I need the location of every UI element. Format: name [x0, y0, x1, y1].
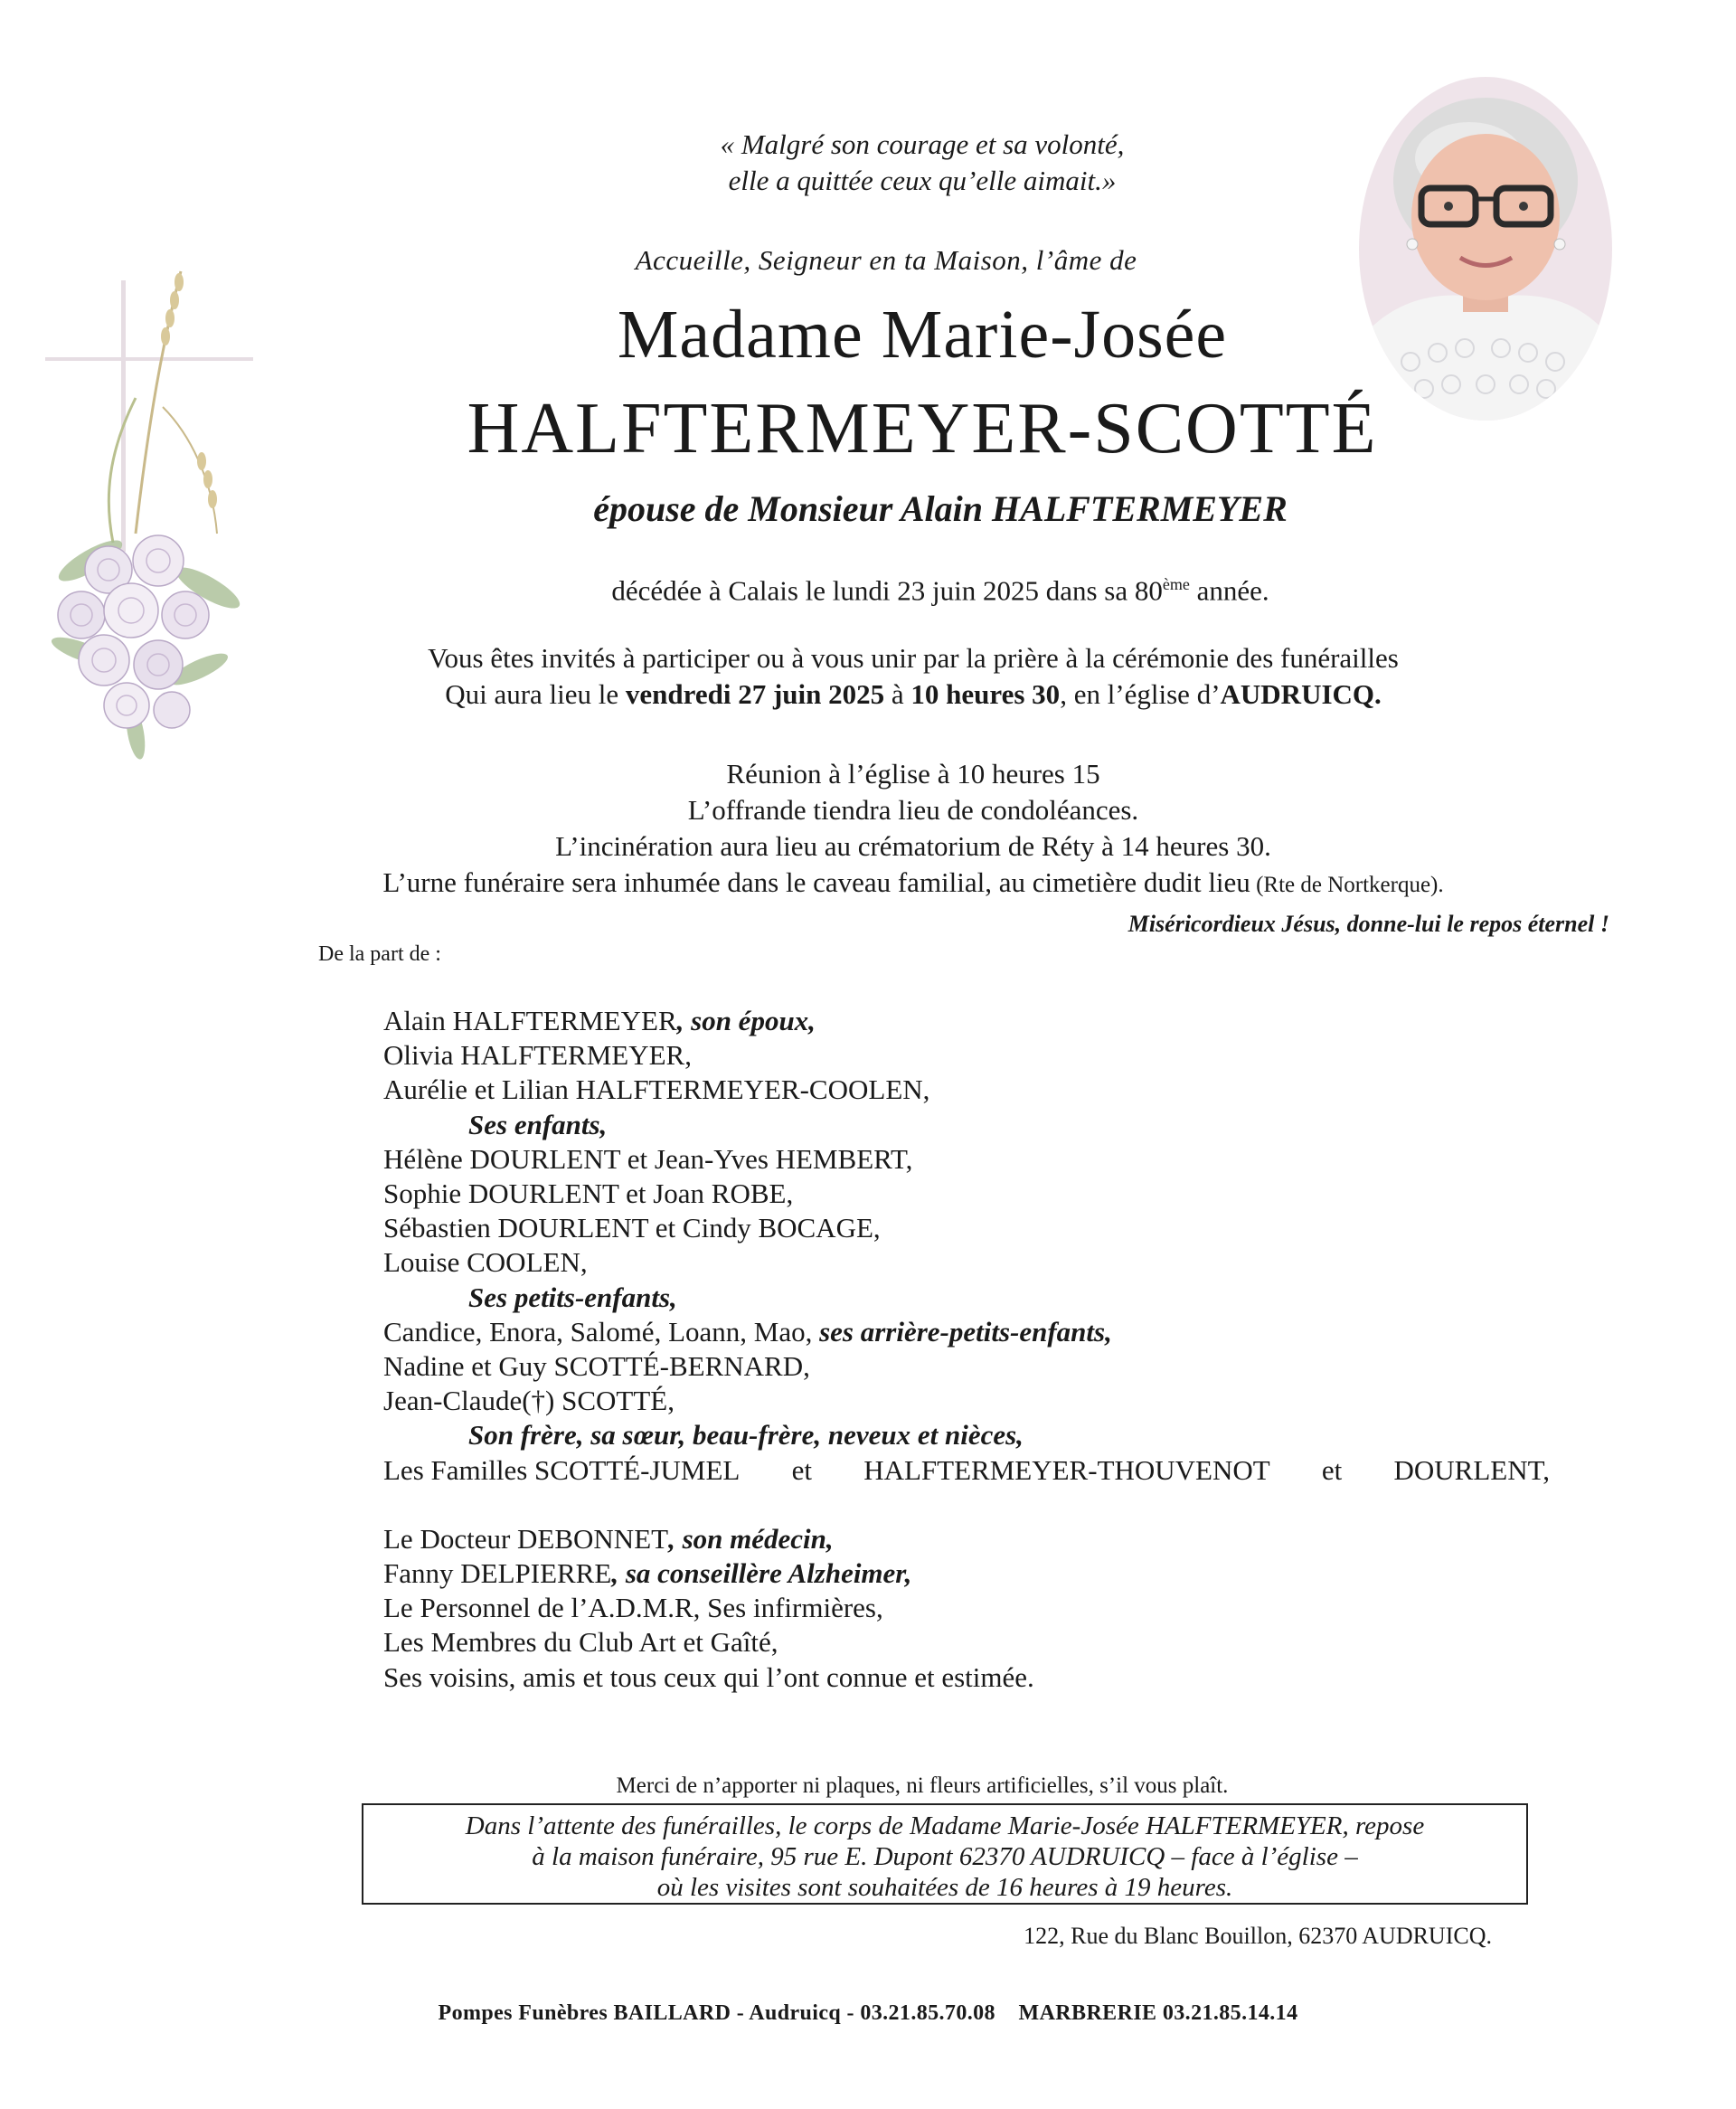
family-role: , sa conseillère Alzheimer, [611, 1557, 912, 1590]
flowers-note: Merci de n’apporter ni plaques, ni fleurs artificielles, s’il vous plaît. [616, 1773, 1229, 1798]
list-item: Olivia HALFTERMEYER, [383, 1039, 692, 1072]
death-notice-text: décédée à Calais le lundi 23 juin 2025 dans sa 80 [611, 574, 1163, 607]
epigraph-line-1: « Malgré son courage et sa volonté, [720, 128, 1125, 160]
family-name: Les Familles SCOTTÉ-JUMEL [383, 1453, 741, 1486]
ceremony-date: vendredi 27 juin 2025 [625, 678, 885, 710]
invitation-line-2 [271, 676, 1555, 713]
list-item: Sophie DOURLENT et Joan ROBE, [383, 1177, 794, 1210]
epigraph-line-2: elle a quittée ceux qu’elle aimait.» [728, 165, 1117, 196]
detail-line-4-note: (Rte de Nortkerque). [1250, 873, 1444, 897]
wake-line-2: à la maison funéraire, 95 rue E. Dupont 62370 AUDRUICQ – face à l’église – [532, 1842, 1358, 1871]
family-role: , son époux, [676, 1005, 816, 1036]
list-item: Hélène DOURLENT et Jean-Yves HEMBERT, [383, 1142, 913, 1175]
invitation-text: à [884, 678, 911, 710]
conjunction: et [1321, 1453, 1343, 1486]
group-label: Son frère, sa sœur, beau-frère, neveux et nièces, [468, 1419, 1024, 1452]
from-label: De la part de : [318, 942, 441, 966]
list-item [383, 1522, 1595, 1556]
list-item: Jean-Claude(†) SCOTTÉ, [383, 1385, 675, 1417]
spouse-line: épouse de Monsieur Alain HALFTERMEYER [593, 488, 1288, 529]
list-item: Sébastien DOURLENT et Cindy BOCAGE, [383, 1212, 881, 1244]
family-name: Alain HALFTERMEYER [383, 1005, 677, 1036]
list-item [383, 1004, 1595, 1038]
wake-line-1: Dans l’attente des funérailles, le corps de Madame Marie-Josée HALFTERMEYER, repose [465, 1811, 1425, 1840]
funeral-home-footer: Pompes Funèbres BAILLARD - Audruicq - 03.21.85.70.08 MARBRERIE 03.21.85.14.14 [438, 2001, 1298, 2025]
list-item: Ses voisins, amis et tous ceux qui l’ont connue et estimée. [383, 1660, 1034, 1693]
detail-line-1: Réunion à l’église à 10 heures 15 [726, 758, 1100, 790]
list-item: Le Personnel de l’A.D.M.R, Ses infirmières, [383, 1592, 883, 1624]
list-item [383, 1315, 1595, 1349]
list-item: Aurélie et Lilian HALFTERMEYER-COOLEN, [383, 1073, 930, 1106]
family-name: HALFTERMEYER-THOUVENOT [863, 1453, 1270, 1486]
detail-line-4 [253, 865, 1573, 903]
ceremony-place: AUDRUICQ. [1220, 678, 1382, 710]
family-role: ses arrière-petits-enfants, [819, 1315, 1112, 1348]
list-item: Louise COOLEN, [383, 1246, 588, 1279]
family-role: , son médecin, [668, 1522, 834, 1555]
detail-line-3: L’incinération aura lieu au crématorium de Réty à 14 heures 30. [555, 830, 1271, 862]
group-label: Ses enfants, [468, 1108, 608, 1140]
deceased-name-line-2: HALFTERMEYER-SCOTTÉ [467, 389, 1378, 468]
family-name: DOURLENT, [1393, 1453, 1550, 1486]
group-label: Ses petits-enfants, [468, 1281, 677, 1313]
family-list [383, 1004, 1595, 1695]
conjunction: et [791, 1453, 812, 1486]
invitation-text: , en l’église d’ [1060, 678, 1221, 710]
wake-info-box [362, 1803, 1528, 1905]
list-item [383, 1453, 1550, 1488]
list-item: Nadine et Guy SCOTTÉ-BERNARD, [383, 1350, 810, 1383]
detail-line-4-text: L’urne funéraire sera inhumée dans le caveau familial, au cimetière dudit lieu [382, 866, 1250, 898]
detail-line-2: L’offrande tiendra lieu de condoléances. [687, 794, 1139, 826]
list-item [383, 1556, 1595, 1591]
address: 122, Rue du Blanc Bouillon, 62370 AUDRUICQ. [1024, 1923, 1492, 1949]
family-name: Fanny DELPIERRE [383, 1557, 612, 1590]
ordinal-suffix: ème [1162, 575, 1190, 593]
ceremony-time: 10 heures 30 [910, 678, 1061, 710]
death-notice [362, 566, 1519, 609]
deceased-name-line-1: Madame Marie-Josée [617, 297, 1228, 373]
invitation-line-1: Vous êtes invités à participer ou à vous unir par la prière à la cérémonie des funérailles [428, 642, 1399, 674]
family-name: Candice, Enora, Salomé, Loann, Mao, [383, 1315, 820, 1348]
cross-wheat-roses-decoration [27, 262, 271, 769]
spacer [383, 1488, 1595, 1522]
death-notice-end: année. [1189, 574, 1269, 607]
invitation-text: Qui aura lieu le [445, 678, 626, 710]
list-item: Les Membres du Club Art et Gaîté, [383, 1626, 778, 1659]
wake-line-3: où les visites sont souhaitées de 16 heures à 19 heures. [656, 1873, 1233, 1902]
prayer: Miséricordieux Jésus, donne-lui le repos éternel ! [1127, 911, 1609, 937]
invocation: Accueille, Seigneur en ta Maison, l’âme de [635, 244, 1137, 276]
family-name: Le Docteur DEBONNET [383, 1522, 669, 1555]
